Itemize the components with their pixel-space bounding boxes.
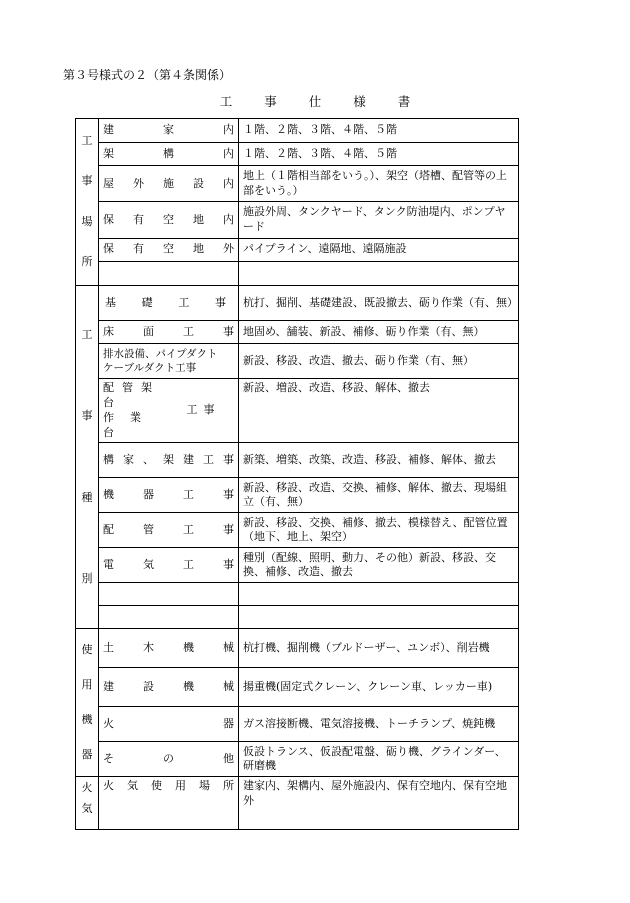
row-label: そ の 他 <box>99 742 239 777</box>
table-row-empty <box>76 583 519 606</box>
form-number: 第３号様式の２（第４条関係） <box>63 68 232 82</box>
table-row <box>76 513 519 548</box>
spec-table <box>75 118 519 830</box>
row-value: 建家内、架構内、屋外施設内、保有空地内、保有空地外 <box>239 777 519 830</box>
row-label: 排水設備、パイプダクト ケーブルダクト工事 <box>99 344 239 379</box>
table-row <box>76 629 519 668</box>
row-value <box>239 583 519 606</box>
category-work: 工 事 種 別 <box>76 286 99 629</box>
row-label: 配管架台 作業台 工事 <box>99 379 239 443</box>
row-value <box>239 606 519 629</box>
row-label <box>99 606 239 629</box>
row-value: １階、２階、３階、４階、５階 <box>239 142 519 166</box>
table-row <box>76 238 519 262</box>
category-equipment: 使 用 機 器 <box>76 629 99 777</box>
title-char: 工 <box>219 94 233 109</box>
table-row <box>76 202 519 238</box>
row-label: 保 有 空 地 内 <box>99 202 239 238</box>
row-value: 杭打、掘削、基礎建設、既設撤去、砺り作業（有、無） <box>239 286 519 321</box>
table-row <box>76 321 519 344</box>
table-row-empty <box>76 606 519 629</box>
document-title <box>0 92 630 110</box>
row-value <box>239 262 519 286</box>
row-value: 新設、移設、改造、交換、補修、解体、撤去、現場組立（有、無） <box>239 478 519 513</box>
row-value: ガス溶接断機、電気溶接機、トーチランプ、焼鈍機 <box>239 707 519 742</box>
row-label: 火 気 使 用 場 所 <box>99 777 239 830</box>
row-value: 新築、増築、改築、改造、移設、補修、解体、撤去 <box>239 443 519 478</box>
row-value: 新設、増設、改造、移設、解体、撤去 <box>239 379 519 443</box>
table-row-empty <box>76 262 519 286</box>
title-char: 仕 <box>308 94 322 109</box>
table-row <box>76 166 519 202</box>
row-label <box>99 583 239 606</box>
row-value: 新設、移設、交換、補修、撤去、模様替え、配管位置（地下、地上、架空） <box>239 513 519 548</box>
row-value: 揚重機(固定式クレーン、クレーン車、レッカー車) <box>239 668 519 707</box>
table-row <box>76 443 519 478</box>
table-row <box>76 119 519 143</box>
row-label <box>99 262 239 286</box>
title-char: 様 <box>353 94 366 109</box>
row-label: 機 器 工 事 <box>99 478 239 513</box>
row-value: 杭打機、掘削機（ブルドーザー、ユンボ）、削岩機 <box>239 629 519 668</box>
row-label: 床 面 工 事 <box>99 321 239 344</box>
row-label: 架 構 内 <box>99 142 239 166</box>
table-row <box>76 478 519 513</box>
row-label: 構 家 、 架 建 工 事 <box>99 443 239 478</box>
row-label: 土 木 機 械 <box>99 629 239 668</box>
title-char: 書 <box>397 94 411 109</box>
row-label: 屋 外 施 設 内 <box>99 166 239 202</box>
table-row <box>76 668 519 707</box>
table-row <box>76 777 519 830</box>
table-row <box>76 707 519 742</box>
table-row <box>76 286 519 321</box>
table-row <box>76 379 519 443</box>
row-label: 電 気 工 事 <box>99 548 239 583</box>
row-value: 仮設トランス、仮設配電盤、砺り機、グラインダー、研磨機 <box>239 742 519 777</box>
row-value: 地上（１階相当部をいう。）、架空（塔槽、配管等の上部をいう。） <box>239 166 519 202</box>
row-value: 地固め、舗装、新設、補修、砺り作業（有、無） <box>239 321 519 344</box>
row-value: １階、２階、３階、４階、５階 <box>239 119 519 143</box>
row-label: 火 器 <box>99 707 239 742</box>
category-fire: 火 気 <box>76 777 99 830</box>
table-row <box>76 742 519 777</box>
table-row <box>76 142 519 166</box>
row-value: 種別（配線、照明、動力、その他）新設、移設、交換、補修、改造、撤去 <box>239 548 519 583</box>
row-label: 建 設 機 械 <box>99 668 239 707</box>
row-label: 配 管 工 事 <box>99 513 239 548</box>
justified-label: 建 家 内 <box>103 122 234 136</box>
title-char: 事 <box>264 94 277 109</box>
row-label: 基 礎 工 事 <box>99 286 239 321</box>
row-value: パイプライン、遠隔地、遠隔施設 <box>239 238 519 262</box>
row-label: 保 有 空 地 外 <box>99 238 239 262</box>
category-site: 工 事 場 所 <box>76 119 99 286</box>
row-value: 施設外周、タンクヤード、タンク防油堤内、ポンプヤード <box>239 202 519 238</box>
table-row <box>76 548 519 583</box>
row-value: 新設、移設、改造、撤去、砺り作業（有、無） <box>239 344 519 379</box>
table-row <box>76 344 519 379</box>
row-label <box>99 119 239 143</box>
